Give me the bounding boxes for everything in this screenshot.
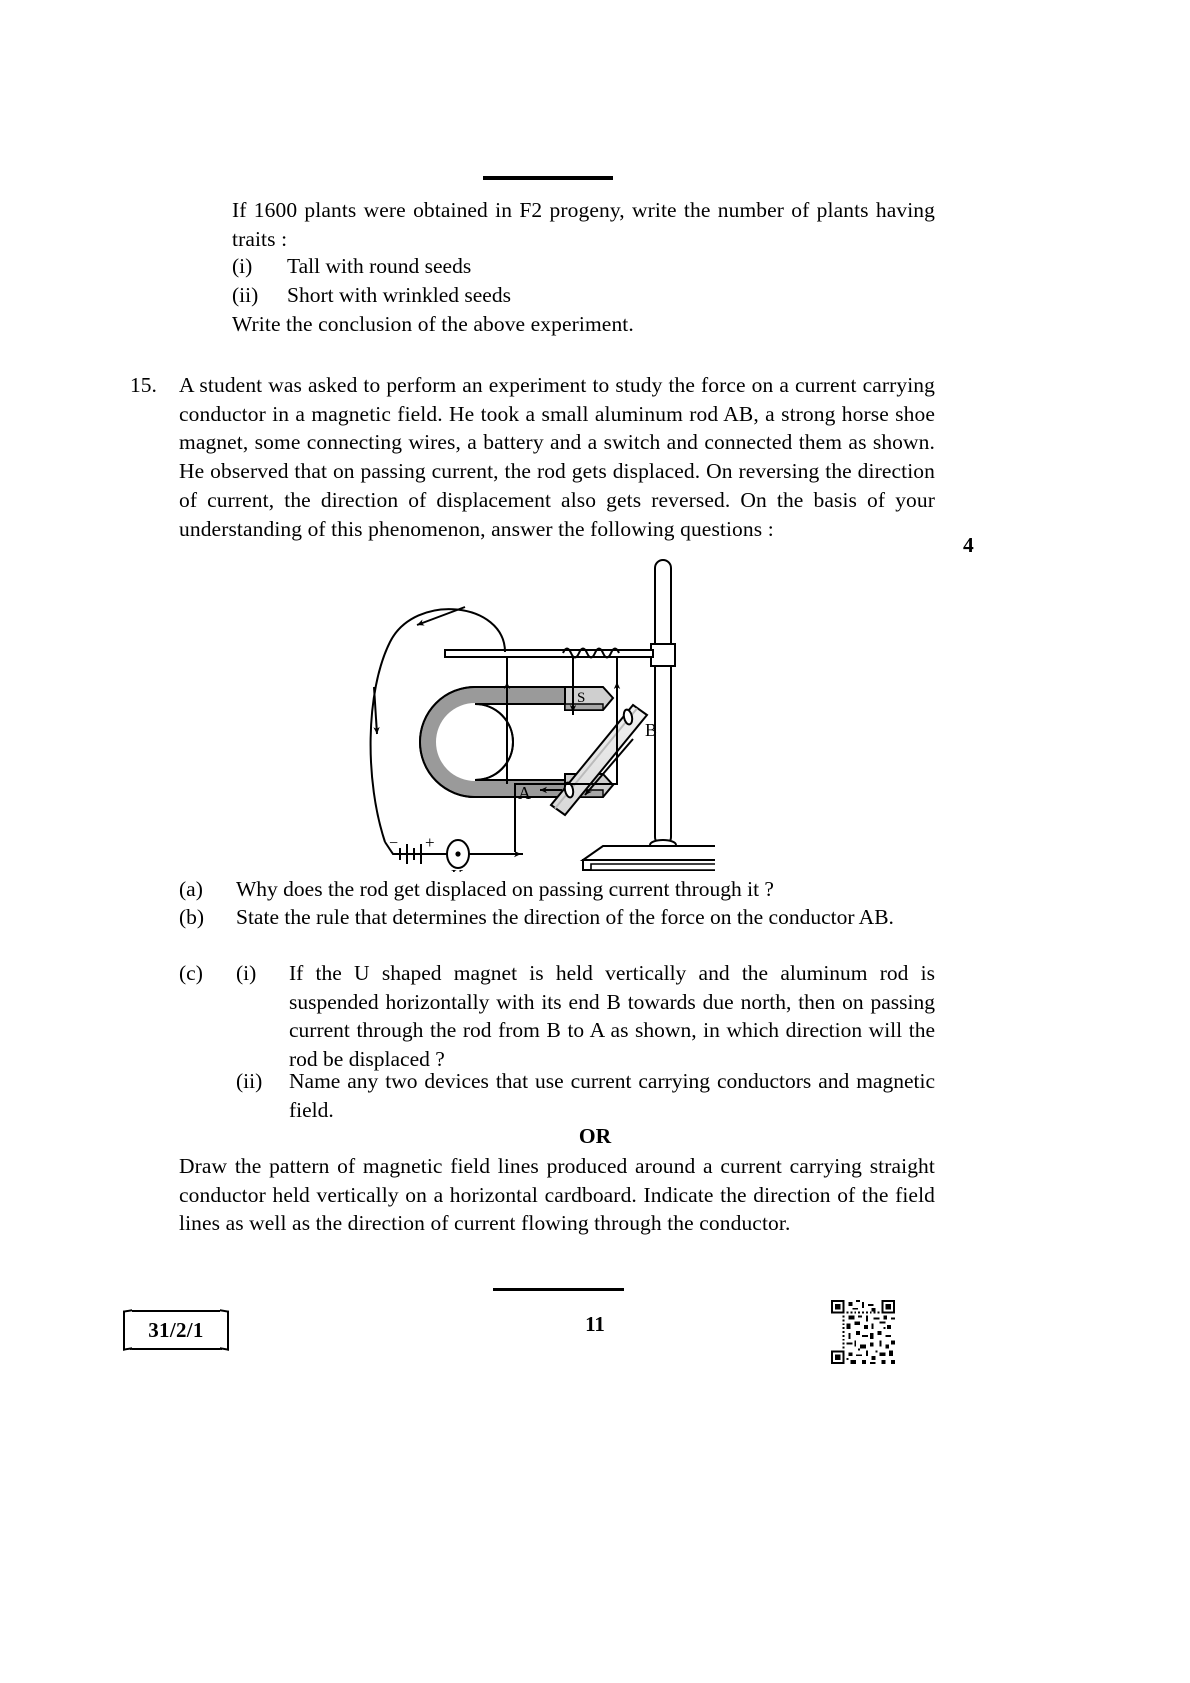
battery-switch-circuit xyxy=(385,833,523,872)
battery-negative-sign: − xyxy=(389,835,399,852)
continued-subitem-ii-marker: (ii) xyxy=(232,283,259,307)
switch-label xyxy=(451,866,464,872)
retort-stand xyxy=(583,560,715,870)
page-number: 11 xyxy=(585,1312,605,1336)
paper-code-badge: 31/2/1 xyxy=(130,1310,222,1350)
question-15-part-c-sub-i-marker: (i) xyxy=(236,961,257,985)
continued-question-closing: Write the conclusion of the above experiment. xyxy=(232,312,634,336)
question-15-diagram xyxy=(355,552,715,872)
question-15-part-a-marker: (a) xyxy=(179,877,203,901)
or-separator-label: OR xyxy=(578,1124,612,1148)
question-15-alternative-text: Draw the pattern of magnetic field lines produced around a current carrying straight conductor held vertically on a horizontal cardboard. Indicate the direction of the field lines as well as the direction of current flowing through the conductor. xyxy=(179,1154,935,1236)
question-15-part-b-text: State the rule that determines the direction of the force on the conductor AB. xyxy=(236,905,894,929)
question-15-part-c-sub-ii-marker: (ii) xyxy=(236,1069,263,1093)
continued-subitem-ii-text: Short with wrinkled seeds xyxy=(287,283,511,307)
top-divider-rule xyxy=(483,176,613,180)
question-15-part-c-marker: (c) xyxy=(179,961,203,985)
continued-subitem-i-marker: (i) xyxy=(232,254,253,278)
support-arm xyxy=(445,649,653,658)
question-15-part-a-text: Why does the rod get displaced on passing current through it ? xyxy=(236,877,774,901)
qr-code xyxy=(831,1300,895,1364)
question-15-part-b-marker: (b) xyxy=(179,905,205,929)
rod-end-a-label: A xyxy=(518,783,531,803)
switch-symbol xyxy=(447,840,469,868)
continued-question-intro: If 1600 plants were obtained in F2 progeny, write the number of plants having traits : xyxy=(232,198,935,251)
question-15-part-c-sub-i-text: If the U shaped magnet is held vertically and the aluminum rod is suspended horizontally with its end B towards due north, then on passing current through the rod from B to A as shown, in which direction will the rod be displaced ? xyxy=(289,961,935,1072)
footer-divider-rule xyxy=(493,1288,624,1291)
battery-positive-sign: + xyxy=(425,833,435,852)
question-15-number: 15. xyxy=(130,373,157,397)
continued-subitem-i-text: Tall with round seeds xyxy=(287,254,472,278)
magnet-pole-south-label: S xyxy=(577,690,586,706)
rod-end-b-label: B xyxy=(645,720,658,740)
question-15-marks: 4 xyxy=(963,533,974,557)
aluminum-rod-ab xyxy=(518,705,657,815)
question-15-stem: A student was asked to perform an experiment to study the force on a current carrying conductor in a magnetic field. He took a small aluminum rod AB, a strong horse shoe magnet, some connecting wires, a battery and a switch and connected them as shown. He observed that on passing current, the rod gets displaced. On reversing the direction of current, the direction of displacement also gets reversed. On the basis of your understanding of this phenomenon, answer the following questions : xyxy=(179,373,935,541)
connecting-wires xyxy=(371,607,617,852)
experiment-setup-svg xyxy=(355,552,715,872)
question-15-part-c-sub-ii-text: Name any two devices that use current carrying conductors and magnetic field. xyxy=(289,1069,935,1122)
